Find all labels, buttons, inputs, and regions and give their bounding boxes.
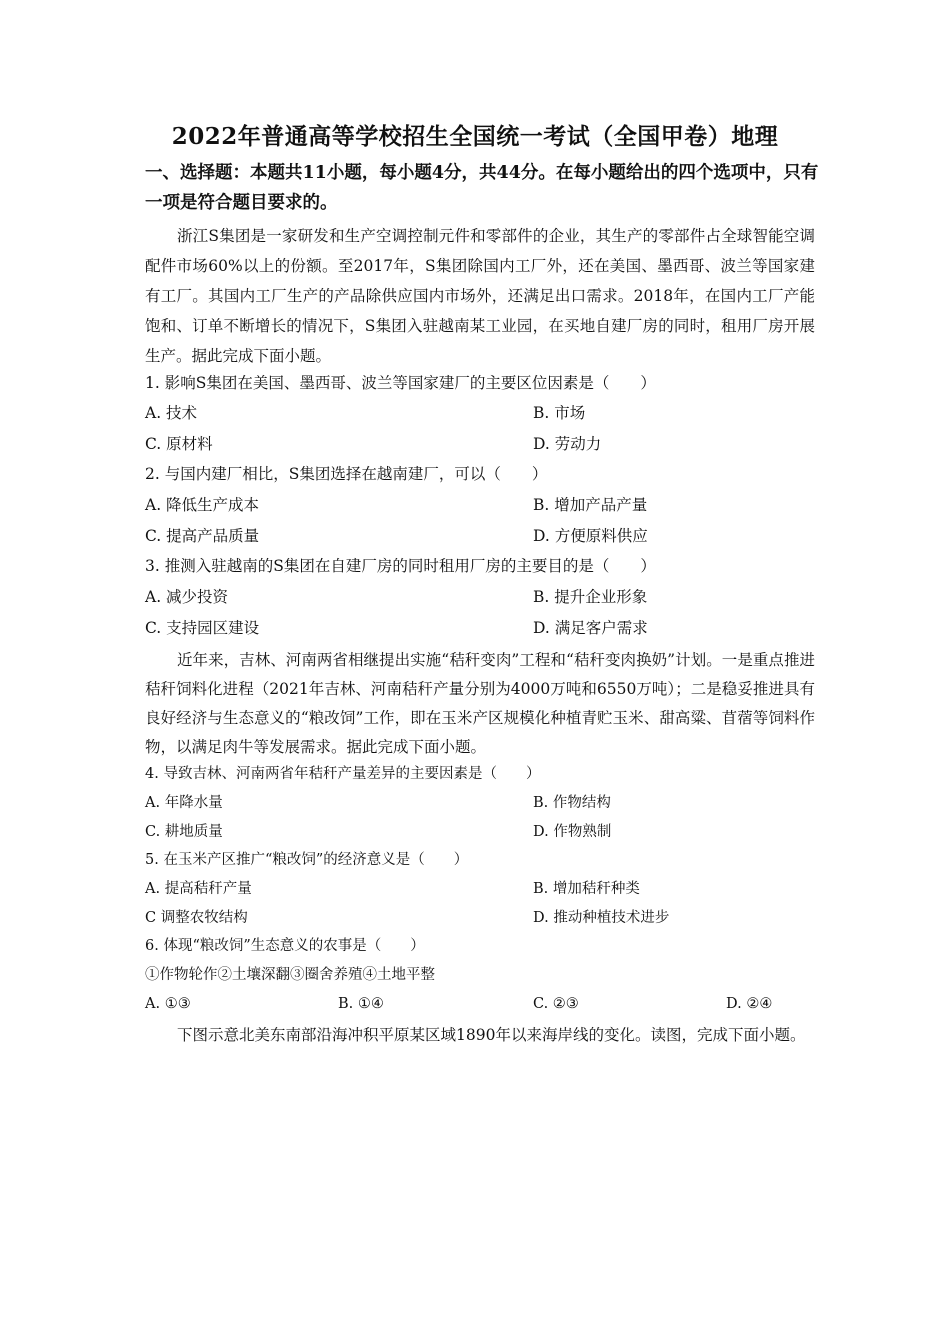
q4-option-c[interactable]: C. 耕地质量 bbox=[145, 824, 223, 840]
q2-option-b[interactable]: B. 增加产品产量 bbox=[533, 496, 648, 514]
q1-option-b[interactable]: B. 市场 bbox=[533, 404, 586, 422]
question-4-stem: 4. 导致吉林、河南两省年秸秆产量差异的主要因素是（ ） bbox=[145, 766, 541, 782]
page-title: 2022年普通高等学校招生全国统一考试（全国甲卷）地理 bbox=[171, 123, 779, 150]
passage-3: 下图示意北美东南部沿海冲积平原某区域1890年以来海岸线的变化。读图，完成下面小题。 bbox=[177, 1026, 806, 1044]
question-1-stem: 1. 影响S集团在美国、墨西哥、波兰等国家建厂的主要区位因素是（ ） bbox=[145, 374, 656, 392]
q1-option-c[interactable]: C. 原材料 bbox=[145, 435, 213, 453]
q3-option-c[interactable]: C. 支持园区建设 bbox=[145, 619, 260, 637]
q6-option-c[interactable]: C. ②③ bbox=[533, 996, 579, 1012]
q5-option-c[interactable]: C 调整农牧结构 bbox=[145, 910, 248, 926]
question-6-stem: 6. 体现“粮改饲”生态意义的农事是（ ） bbox=[145, 938, 425, 954]
q3-option-b[interactable]: B. 提升企业形象 bbox=[533, 588, 648, 606]
q5-option-b[interactable]: B. 增加秸秆种类 bbox=[533, 881, 640, 897]
q4-option-a[interactable]: A. 年降水量 bbox=[145, 795, 223, 811]
q1-option-a[interactable]: A. 技术 bbox=[145, 404, 198, 422]
q6-option-d[interactable]: D. ②④ bbox=[726, 996, 773, 1012]
section-heading: 一、选择题：本题共11小题，每小题4分，共44分。在每小题给出的四个选项中，只有一项是符合题目要求的。 bbox=[145, 163, 819, 213]
passage-1: 浙江S集团是一家研发和生产空调控制元件和零部件的企业，其生产的零部件占全球智能空调配件市场60%以上的份额。至2017年，S集团除国内工厂外，还在美国、墨西哥、波兰等国家建有工厂。其国内工厂生产的产品除供应国内市场外，还满足出口需求。2018年，在国内工厂产能饱和、订单不断增长的情况下，S集团入驻越南某工业园，在买地自建厂房的同时，租用厂房开展生产。据此完成下面小题。 bbox=[145, 227, 815, 365]
q2-option-c[interactable]: C. 提高产品质量 bbox=[145, 527, 260, 545]
question-2-stem: 2. 与国内建厂相比，S集团选择在越南建厂，可以（ ） bbox=[145, 465, 548, 483]
q6-choice-list: ①作物轮作②土壤深翻③圈舍养殖④土地平整 bbox=[145, 967, 435, 983]
q3-option-a[interactable]: A. 减少投资 bbox=[145, 588, 229, 606]
passage-2: 近年来，吉林、河南两省相继提出实施“秸秆变肉”工程和“秸秆变肉换奶”计划。一是重点推进秸秆饲料化进程（2021年吉林、河南秸秆产量分别为4000万吨和6550万吨）；二是稳妥推进具有良好经济与生态意义的“粮改饲”工作，即在玉米产区规模化种植青贮玉米、甜高粱、苜蓿等饲料作物，以满足肉牛等发展需求。据此完成下面小题。 bbox=[145, 651, 815, 756]
q6-option-a[interactable]: A. ①③ bbox=[145, 996, 191, 1012]
q4-option-d[interactable]: D. 作物熟制 bbox=[533, 824, 612, 840]
q2-option-d[interactable]: D. 方便原料供应 bbox=[533, 527, 648, 545]
q3-option-d[interactable]: D. 满足客户需求 bbox=[533, 619, 648, 637]
q5-option-d[interactable]: D. 推动种植技术进步 bbox=[533, 910, 670, 926]
q5-option-a[interactable]: A. 提高秸秆产量 bbox=[145, 881, 252, 897]
question-5-stem: 5. 在玉米产区推广“粮改饲”的经济意义是（ ） bbox=[145, 852, 469, 868]
q1-option-d[interactable]: D. 劳动力 bbox=[533, 435, 602, 453]
q4-option-b[interactable]: B. 作物结构 bbox=[533, 795, 611, 811]
q6-option-b[interactable]: B. ①④ bbox=[338, 996, 384, 1012]
question-3-stem: 3. 推测入驻越南的S集团在自建厂房的同时租用厂房的主要目的是（ ） bbox=[145, 557, 656, 575]
q2-option-a[interactable]: A. 降低生产成本 bbox=[145, 496, 260, 514]
